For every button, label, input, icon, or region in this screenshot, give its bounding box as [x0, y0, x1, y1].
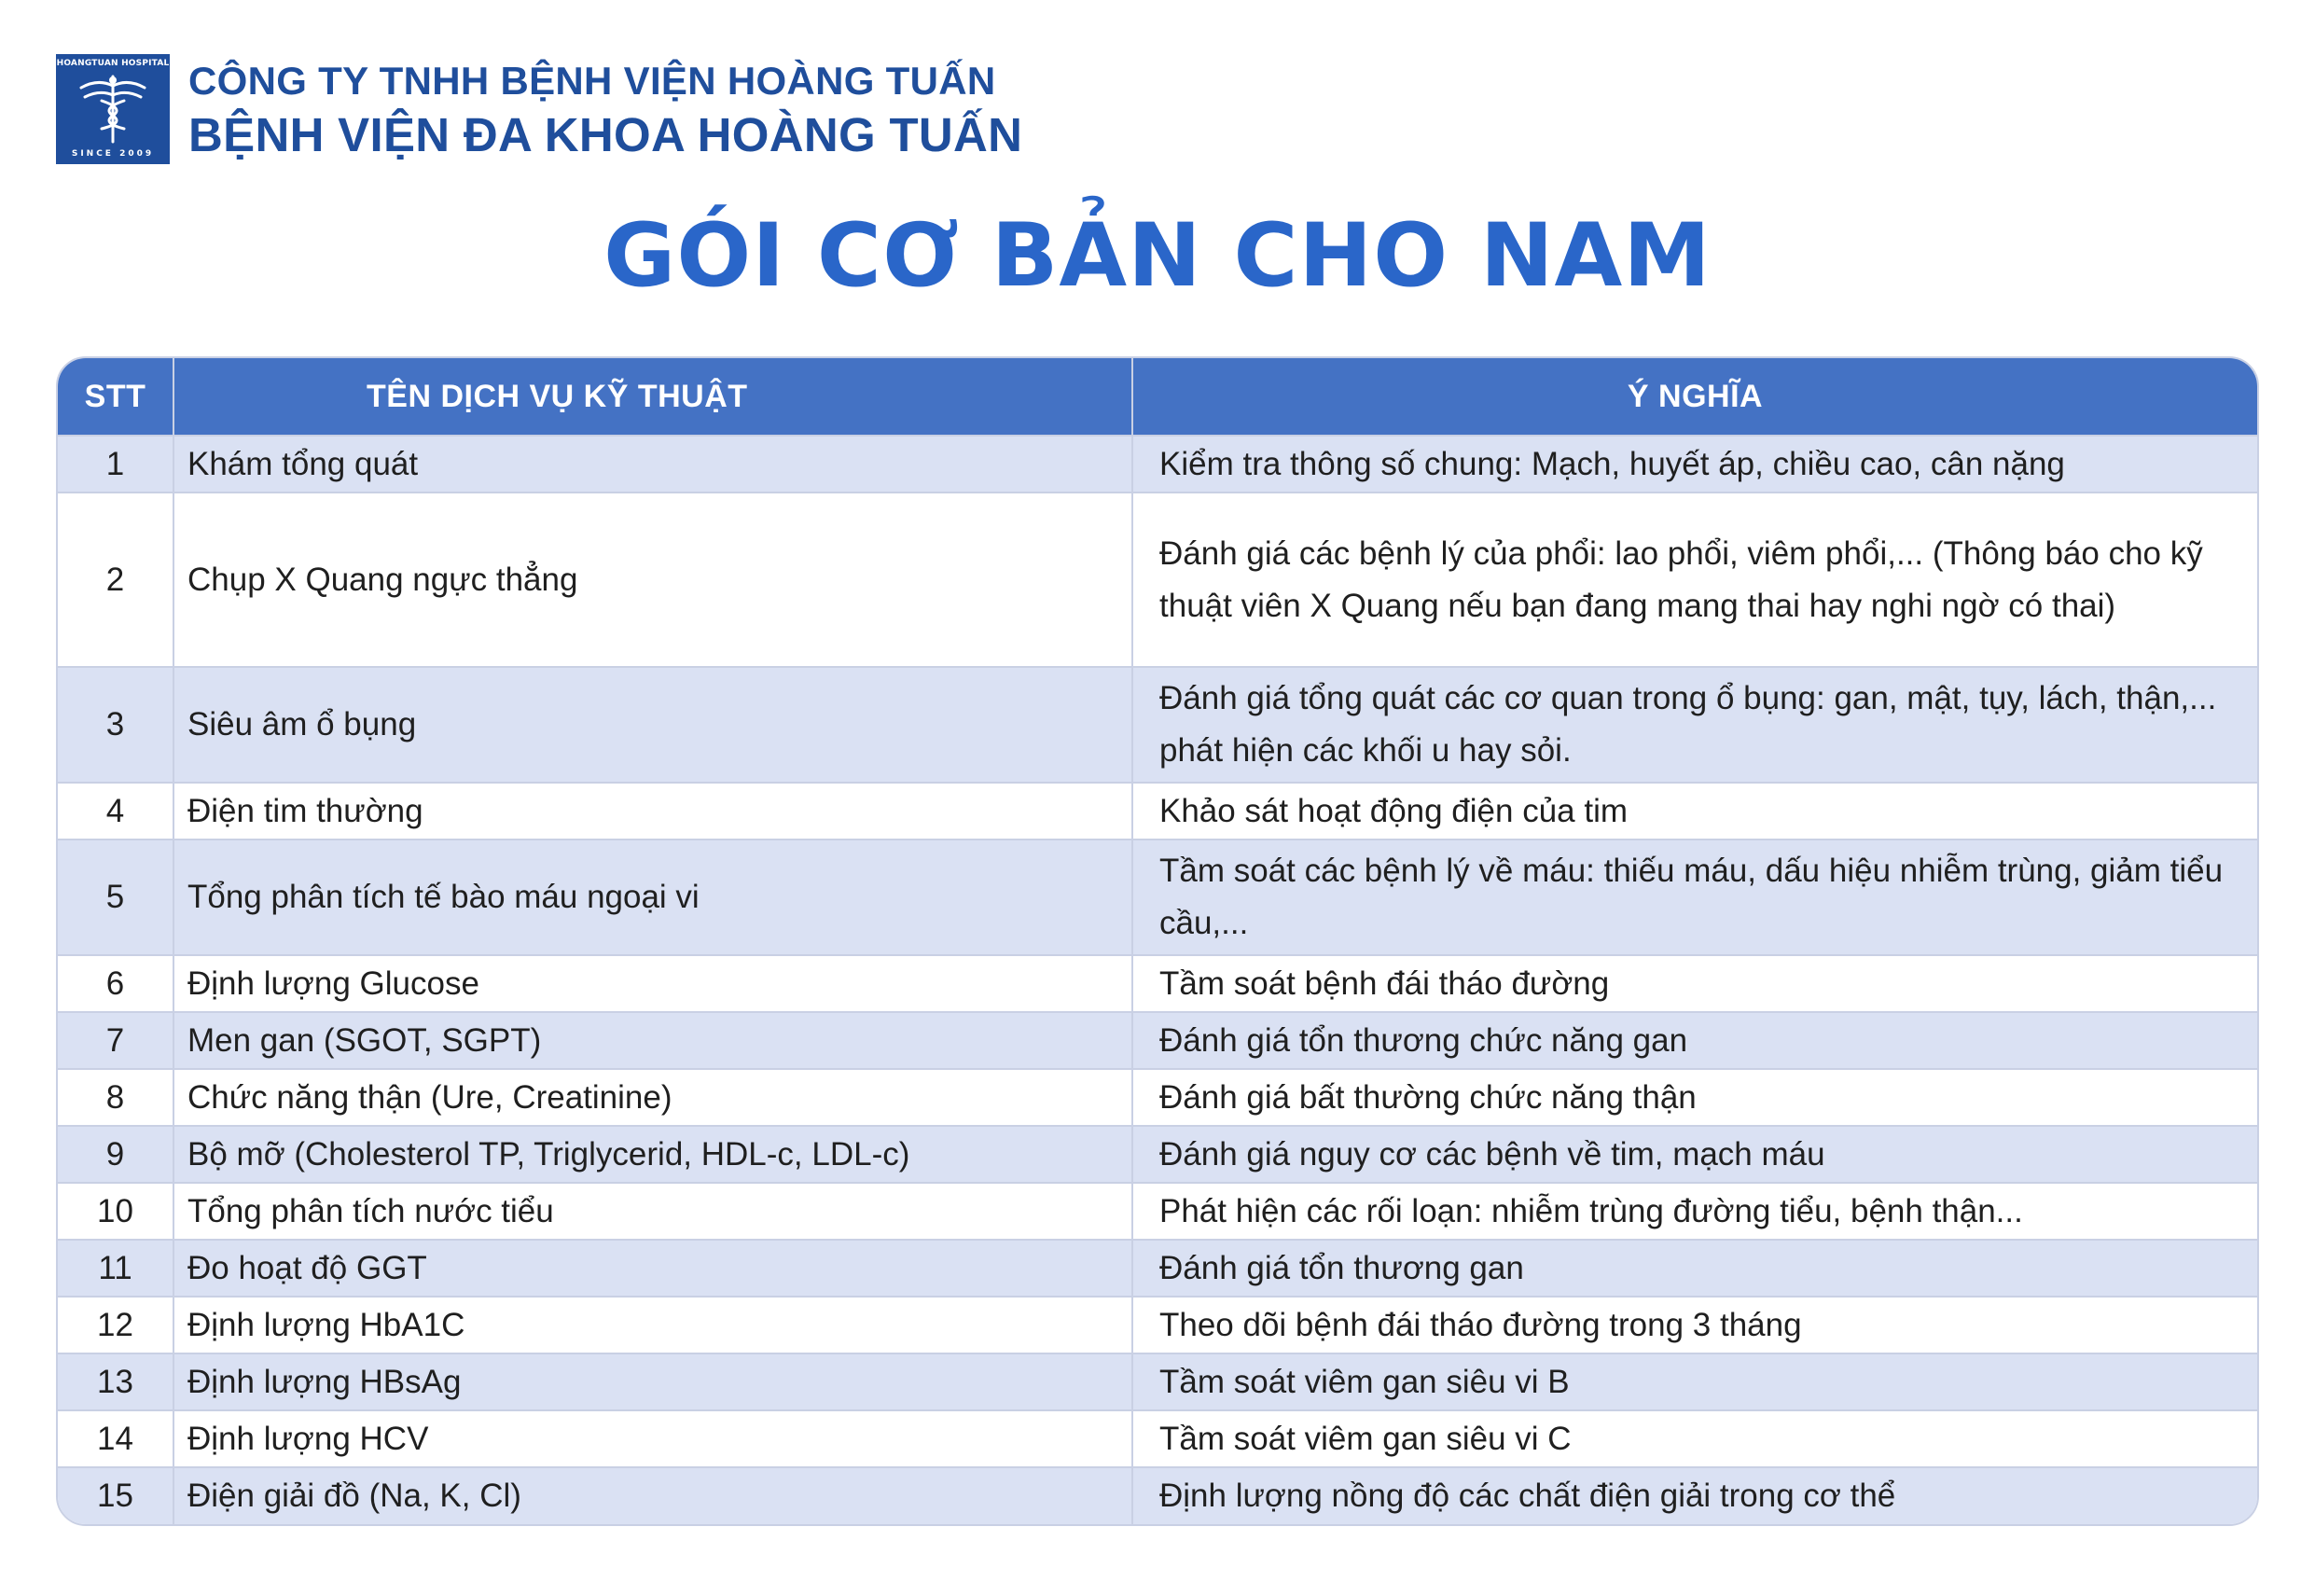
service-meaning: Theo dõi bệnh đái tháo đường trong 3 tháng — [1132, 1297, 2257, 1353]
company-line-2: BỆNH VIỆN ĐA KHOA HOÀNG TUẤN — [188, 108, 1023, 161]
table-row — [58, 1069, 2257, 1126]
table-row — [58, 1353, 2257, 1410]
header-service: TÊN DỊCH VỤ KỸ THUẬT — [173, 358, 1132, 436]
row-number: 15 — [58, 1467, 173, 1524]
service-name: Định lượng Glucose — [173, 955, 1132, 1012]
table-row — [58, 1012, 2257, 1069]
table-row — [58, 783, 2257, 840]
table-row — [58, 955, 2257, 1012]
table-row — [58, 493, 2257, 667]
service-meaning: Đánh giá nguy cơ các bệnh về tim, mạch máu — [1132, 1126, 2257, 1183]
row-number: 8 — [58, 1069, 173, 1126]
logo-bottom-text: SINCE 2009 — [71, 149, 155, 159]
service-meaning: Đánh giá bất thường chức năng thận — [1132, 1069, 2257, 1126]
service-name: Định lượng HBsAg — [173, 1353, 1132, 1410]
table-row — [58, 667, 2257, 783]
service-meaning: Khảo sát hoạt động điện của tim — [1132, 783, 2257, 840]
service-meaning: Tầm soát bệnh đái tháo đường — [1132, 955, 2257, 1012]
row-number: 1 — [58, 436, 173, 493]
service-name: Định lượng HbA1C — [173, 1297, 1132, 1353]
service-name: Chức năng thận (Ure, Creatinine) — [173, 1069, 1132, 1126]
service-name: Tổng phân tích tế bào máu ngoại vi — [173, 840, 1132, 955]
row-number: 3 — [58, 667, 173, 783]
table-body — [58, 436, 2257, 1524]
logo-top-text: HOANGTUAN HOSPITAL — [56, 59, 170, 68]
service-name: Định lượng HCV — [173, 1410, 1132, 1467]
service-meaning: Kiểm tra thông số chung: Mạch, huyết áp, chiều cao, cân nặng — [1132, 436, 2257, 493]
table-row — [58, 1297, 2257, 1353]
company-line-1: CÔNG TY TNHH BỆNH VIỆN HOÀNG TUẤN — [188, 59, 996, 103]
service-meaning: Định lượng nồng độ các chất điện giải trong cơ thể — [1132, 1467, 2257, 1524]
row-number: 5 — [58, 840, 173, 955]
row-number: 4 — [58, 783, 173, 840]
service-name: Tổng phân tích nước tiểu — [173, 1183, 1132, 1240]
caduceus-icon — [66, 73, 159, 146]
table-row — [58, 436, 2257, 493]
row-number: 7 — [58, 1012, 173, 1069]
service-name: Điện giải đồ (Na, K, Cl) — [173, 1467, 1132, 1524]
service-meaning: Đánh giá tổng quát các cơ quan trong ổ bụng: gan, mật, tụy, lách, thận,... phát hiện các khối u hay sỏi. — [1132, 667, 2257, 783]
service-meaning: Đánh giá tổn thương chức năng gan — [1132, 1012, 2257, 1069]
service-meaning: Tầm soát viêm gan siêu vi B — [1132, 1353, 2257, 1410]
service-name: Điện tim thường — [173, 783, 1132, 840]
header-meaning: Ý NGHĨA — [1132, 358, 2257, 436]
service-meaning: Đánh giá tổn thương gan — [1132, 1240, 2257, 1297]
service-name: Chụp X Quang ngực thẳng — [173, 493, 1132, 667]
row-number: 13 — [58, 1353, 173, 1410]
company-name — [188, 55, 1022, 163]
service-meaning: Tầm soát viêm gan siêu vi C — [1132, 1410, 2257, 1467]
table-header-row — [58, 358, 2257, 436]
row-number: 12 — [58, 1297, 173, 1353]
services-table — [56, 356, 2259, 1526]
header — [56, 54, 1022, 164]
table-row — [58, 840, 2257, 955]
service-name: Bộ mỡ (Cholesterol TP, Triglycerid, HDL-c, LDL-c) — [173, 1126, 1132, 1183]
row-number: 2 — [58, 493, 173, 667]
row-number: 11 — [58, 1240, 173, 1297]
service-name: Khám tổng quát — [173, 436, 1132, 493]
header-stt: STT — [58, 358, 173, 436]
row-number: 14 — [58, 1410, 173, 1467]
row-number: 9 — [58, 1126, 173, 1183]
service-name: Đo hoạt độ GGT — [173, 1240, 1132, 1297]
table-row — [58, 1410, 2257, 1467]
table-row — [58, 1183, 2257, 1240]
table-row — [58, 1467, 2257, 1524]
table-row — [58, 1126, 2257, 1183]
service-name: Siêu âm ổ bụng — [173, 667, 1132, 783]
hospital-logo — [56, 54, 170, 164]
row-number: 6 — [58, 955, 173, 1012]
service-meaning: Tầm soát các bệnh lý về máu: thiếu máu, dấu hiệu nhiễm trùng, giảm tiểu cầu,... — [1132, 840, 2257, 955]
service-meaning: Đánh giá các bệnh lý của phổi: lao phổi, viêm phổi,... (Thông báo cho kỹ thuật viên X Quang nếu bạn đang mang thai hay nghi ngờ có thai) — [1132, 493, 2257, 667]
table-row — [58, 1240, 2257, 1297]
page-title: GÓI CƠ BẢN CHO NAM — [603, 205, 1712, 307]
service-name: Men gan (SGOT, SGPT) — [173, 1012, 1132, 1069]
row-number: 10 — [58, 1183, 173, 1240]
service-meaning: Phát hiện các rối loạn: nhiễm trùng đường tiểu, bệnh thận... — [1132, 1183, 2257, 1240]
